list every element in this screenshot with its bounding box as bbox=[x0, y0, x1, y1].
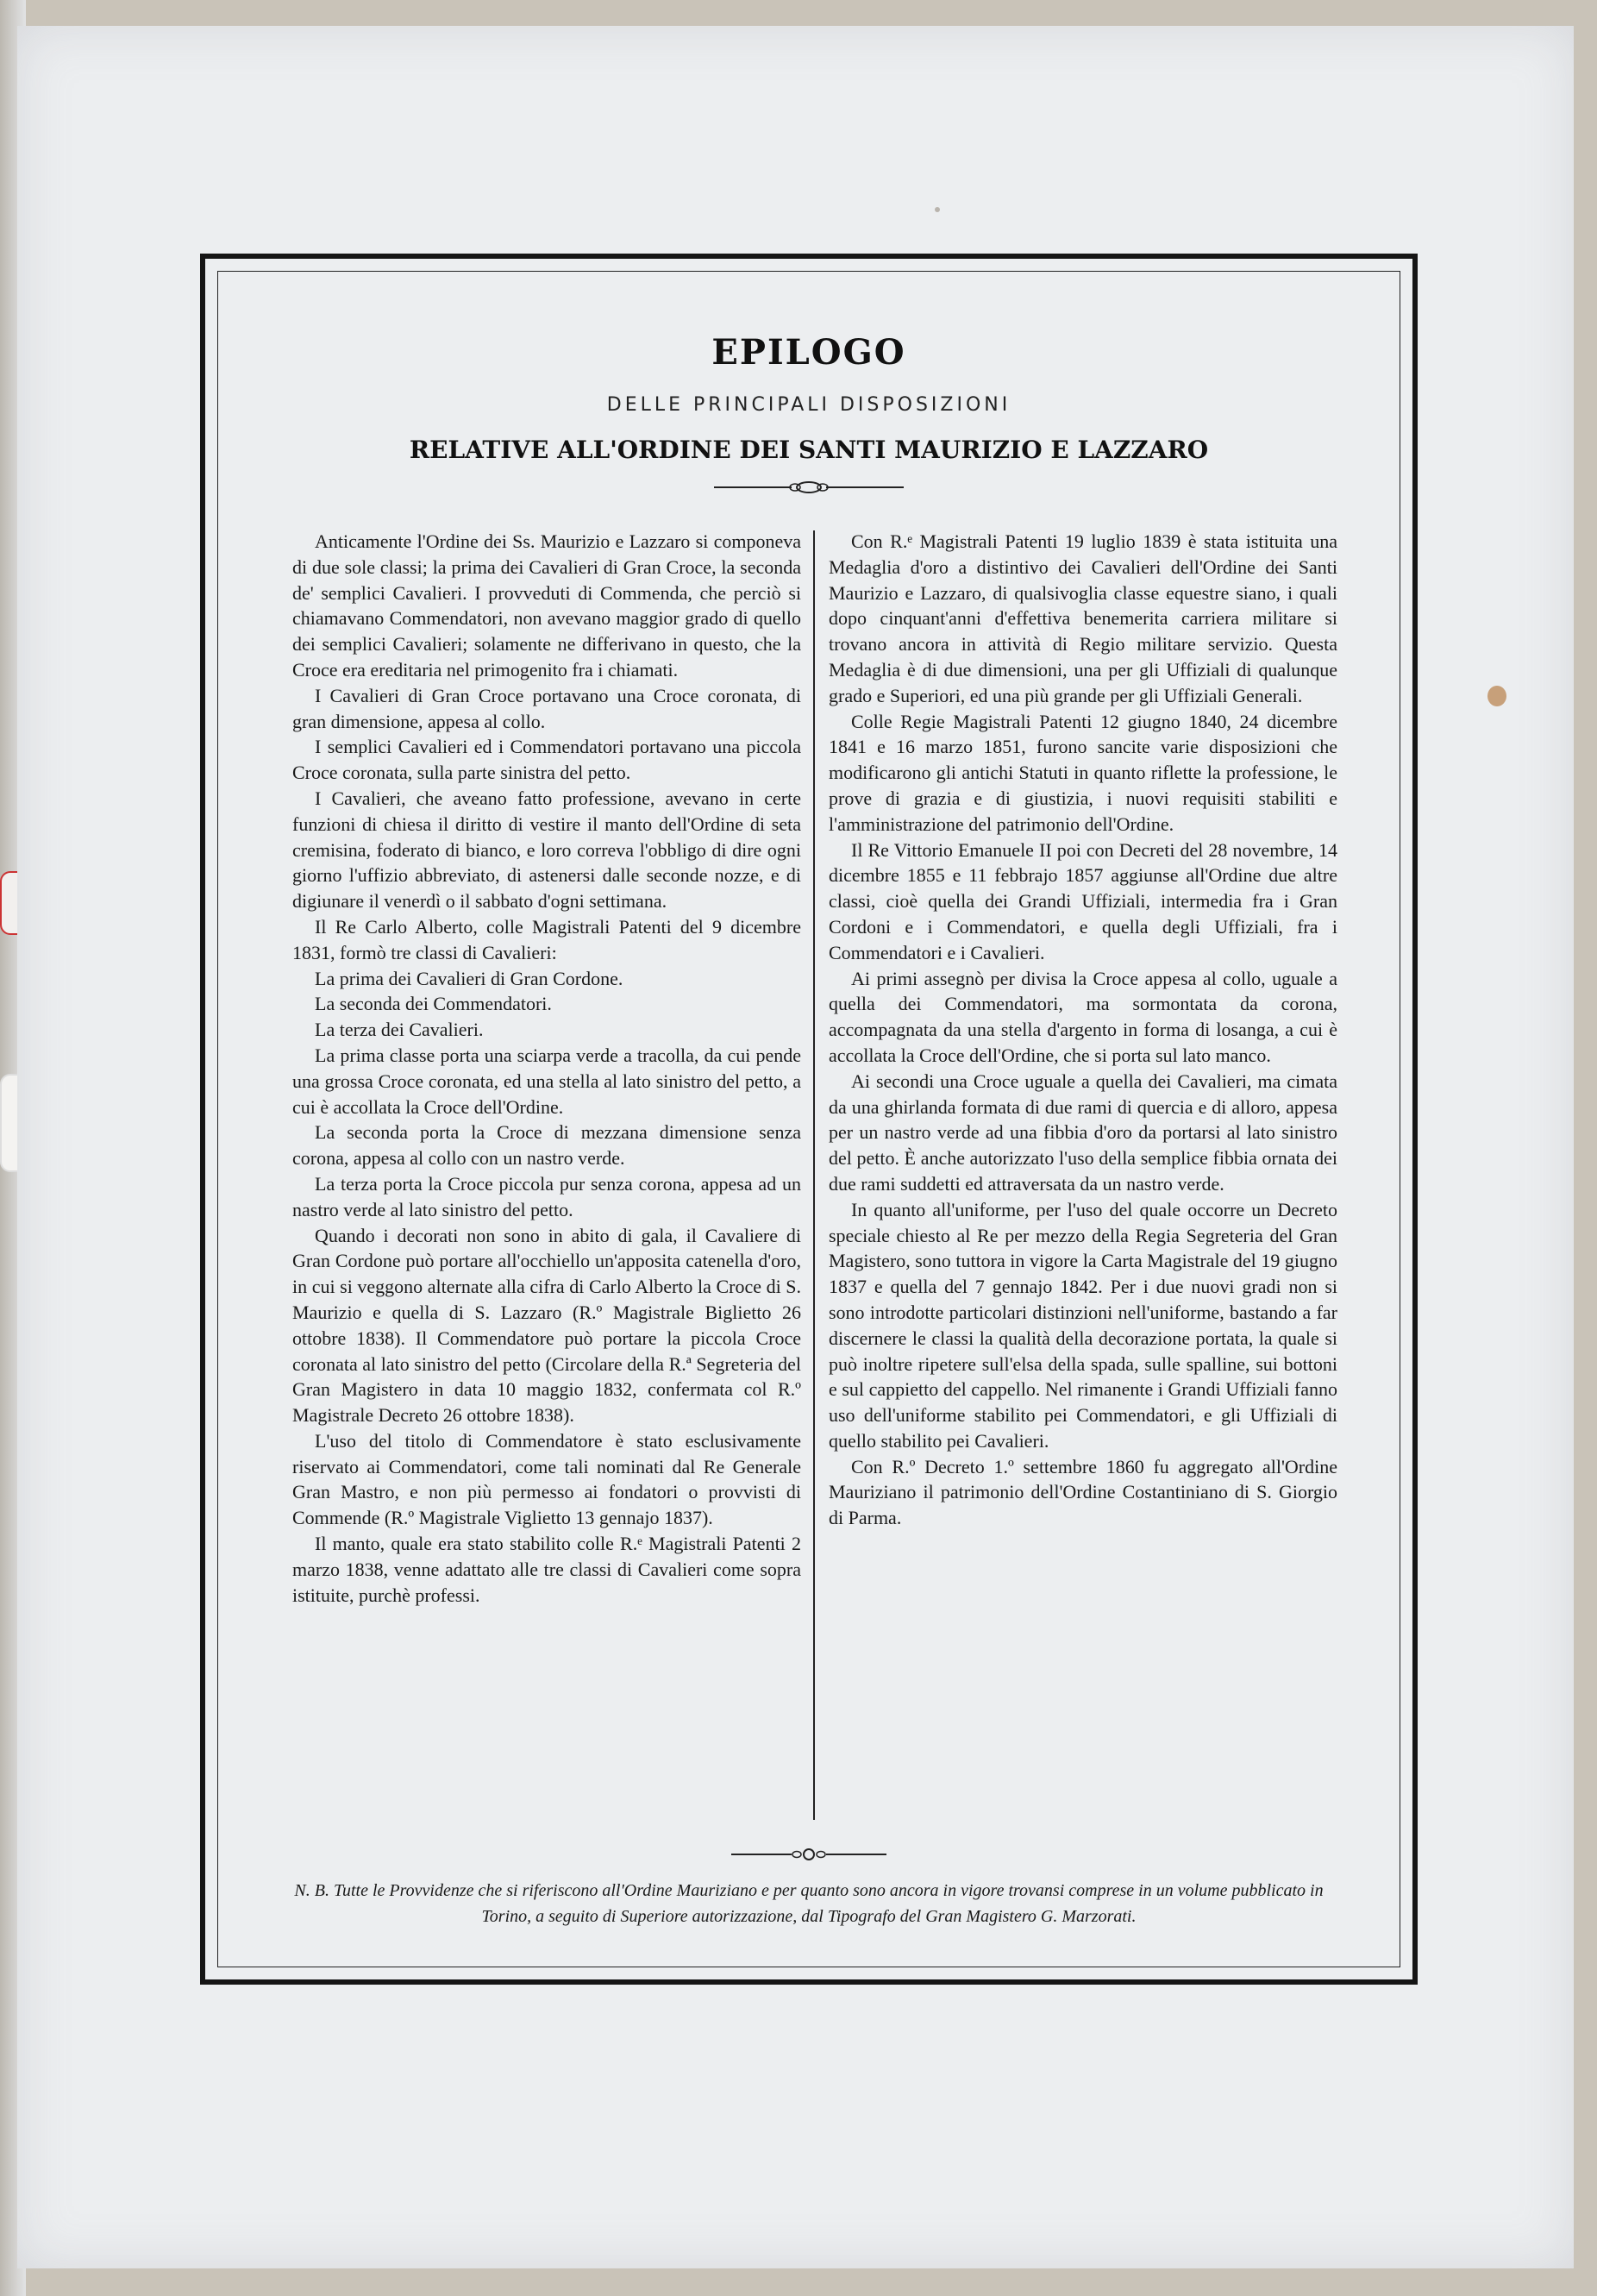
paragraph: La seconda porta la Croce di mezzana dimensione senza corona, appesa al collo con un nastro verde. bbox=[292, 1121, 801, 1170]
paragraph: Ai secondi una Croce uguale a quella dei Cavalieri, ma cimata da una ghirlanda formata di due rami di quercia e di alloro, appesa per un nastro verde ad una fibbia d'oro da portarsi al lato sinistro del petto. È anche autorizzato l'uso della semplice fibbia ornata dei due rami suddetti ed attraversata da un nastro verde. bbox=[829, 1070, 1337, 1195]
document-frame bbox=[200, 254, 1418, 1985]
paragraph: Con R.º Decreto 1.º settembre 1860 fu aggregato all'Ordine Mauriziano il patrimonio dell'Ordine Costantiniano di S. Giorgio di Parma. bbox=[829, 1455, 1337, 1529]
paragraph: In quanto all'uniforme, per l'uso del quale occorre un Decreto speciale chiesto al Re per mezzo della Regia Segreteria del Gran Magistero, sono tuttora in vigore la Carta Magistrale del 19 giugno 1837 e quella del 7 gennajo 1842. Per i due nuovi gradi non si sono introdotte particolari distinzioni nell'uniforme, bastando a far discernere le classi la qualità della decorazione portata, la quale si può inoltre ripetere sull'elsa della spada, sulle spalline, sui bottoni e sul cappietto del cappello. Nel rimanente i Grandi Uffiziali fanno uso dell'uniforme stabilito pei Commendatori, e gli Uffiziali di quello stabilito pei Cavalieri. bbox=[829, 1198, 1337, 1452]
paper-stain bbox=[1487, 686, 1506, 706]
ornament-divider-top bbox=[218, 479, 1400, 496]
paragraph: Anticamente l'Ordine dei Ss. Maurizio e Lazzaro si componeva di due sole classi; la prima dei Cavalieri di Gran Croce, la seconda de' semplici Cavalieri. I provveduti di Commenda, che perciò si chiamavano Commendatori, non avevano maggior grado di quello dei semplici Cavalieri; solamente ne differivano in questo, che la Croce era ereditaria nel primogenito fra i chiamati. bbox=[292, 530, 801, 681]
paragraph: I Cavalieri di Gran Croce portavano una Croce coronata, di gran dimensione, appesa al collo. bbox=[292, 684, 801, 732]
ornament-divider-bottom bbox=[218, 1847, 1400, 1862]
paragraph: Con R.ᵉ Magistrali Patenti 19 luglio 1839 è stata istituita una Medaglia d'oro a distintivo dei Cavalieri dell'Ordine dei Santi Maurizio e Lazzaro, di qualsivoglia classe equestre siano, i quali dopo cinquant'anni d'effettiva benemerita carriera militare si trovano ancora in attività di Regio militare servizio. Questa Medaglia è di due dimensioni, una per gli Uffiziali di qualunque grado e Superiori, ed una più grande per gli Uffiziali Generali. bbox=[829, 530, 1337, 706]
paragraph: La terza dei Cavalieri. bbox=[315, 1019, 484, 1041]
paragraph: L'uso del titolo di Commendatore è stato esclusivamente riservato ai Commendatori, come tali nominati dal Re Generale Gran Mastro, e non più permesso ai fondatori o provvisti di Commende (R.º Magistrale Viglietto 13 gennajo 1837). bbox=[292, 1429, 801, 1529]
paragraph: Il Re Vittorio Emanuele II poi con Decreti del 28 novembre, 14 dicembre 1855 e 11 febbrajo 1857 aggiunse all'Ordine due altre classi, cioè quella dei Grandi Uffiziali, intermedia fra i Gran Cordoni e i Commendatori, e quella degli Uffiziali, fra i Commendatori e i Cavalieri. bbox=[829, 838, 1337, 963]
paragraph: I semplici Cavalieri ed i Commendatori portavano una piccola Croce coronata, sulla parte sinistra del petto. bbox=[292, 736, 801, 784]
paragraph: Ai primi assegnò per divisa la Croce appesa al collo, uguale a quella dei Commendatori, ma sormontata da corona, accompagnata da una stella d'argento in forma di losanga, a cui è accollata la Croce dell'Ordine, che si porta sul lato manco. bbox=[829, 967, 1337, 1066]
paragraph: La prima classe porta una sciarpa verde a tracolla, da cui pende una grossa Croce coronata, ed una stella al lato sinistro del petto, a cui è accollata la Croce dell'Ordine. bbox=[292, 1044, 801, 1118]
footnote: N. B. Tutte le Provvidenze che si riferiscono all'Ordine Mauriziano e per quanto sono ancora in vigore trovansi comprese in un volume pubblicato in Torino, a seguito di Superiore autorizzazione, dal Tipografo del Gran Magistero G. Marzorati. bbox=[294, 1881, 1324, 1926]
paper-stain bbox=[935, 207, 940, 212]
paragraph: La seconda dei Commendatori. bbox=[315, 993, 552, 1015]
paragraph: Il Re Carlo Alberto, colle Magistrali Patenti del 9 dicembre 1831, formò tre classi di Cavalieri: bbox=[292, 915, 801, 963]
text-column-right bbox=[829, 529, 1337, 1531]
document-page bbox=[17, 26, 1574, 2268]
paragraph: Colle Regie Magistrali Patenti 12 giugno 1840, 24 dicembre 1841 e 16 marzo 1851, furono sancite varie disposizioni che modificarono gli antichi Statuti in quanto riflette la professione, le prove di grazia e di giustizia, i nuovi requisiti stabiliti e l'amministrazione del patrimonio dell'Ordine. bbox=[829, 710, 1337, 835]
paragraph: La prima dei Cavalieri di Gran Cordone. bbox=[315, 967, 623, 989]
document-frame-inner bbox=[217, 271, 1400, 1967]
document-subtitle-1: DELLE PRINCIPALI DISPOSIZIONI bbox=[606, 394, 1011, 416]
paragraph: I Cavalieri, che aveano fatto professione, avevano in certe funzioni di chiesa il diritto di vestire il manto dell'Ordine di seta cremisina, foderato di bianco, e loro correva l'obbligo di dire ogni giorno l'uffizio abbreviato, di astenersi dalle seconde nozze, e di digiunare il venerdì o il sabbato d'ogni settimana. bbox=[292, 787, 801, 913]
text-column-left bbox=[292, 529, 801, 1608]
document-subtitle-2: RELATIVE ALL'ORDINE DEI SANTI MAURIZIO E LAZZARO bbox=[409, 436, 1209, 464]
document-title: EPILOGO bbox=[711, 332, 906, 373]
column-divider bbox=[813, 530, 815, 1820]
paragraph: Quando i decorati non sono in abito di gala, il Cavaliere di Gran Cordone può portare all'occhiello un'apposita catenella d'oro, in cui si veggono alternate alla cifra di Carlo Alberto la Croce di S. Maurizio e quella di S. Lazzaro (R.º Magistrale Biglietto 26 ottobre 1838). Il Commendatore può portare la piccola Croce coronata al lato sinistro del petto (Circolare della R.ª Segreteria del Gran Magistero in data 10 maggio 1832, confermata col R.º Magistrale Decreto 26 ottobre 1838). bbox=[292, 1224, 801, 1427]
paragraph: Il manto, quale era stato stabilito colle R.ᵉ Magistrali Patenti 2 marzo 1838, venne adattato alle tre classi di Cavalieri come sopra istituite, purchè professi. bbox=[292, 1533, 801, 1606]
paragraph: La terza porta la Croce piccola pur senza corona, appesa ad un nastro verde al lato sinistro del petto. bbox=[292, 1172, 801, 1220]
